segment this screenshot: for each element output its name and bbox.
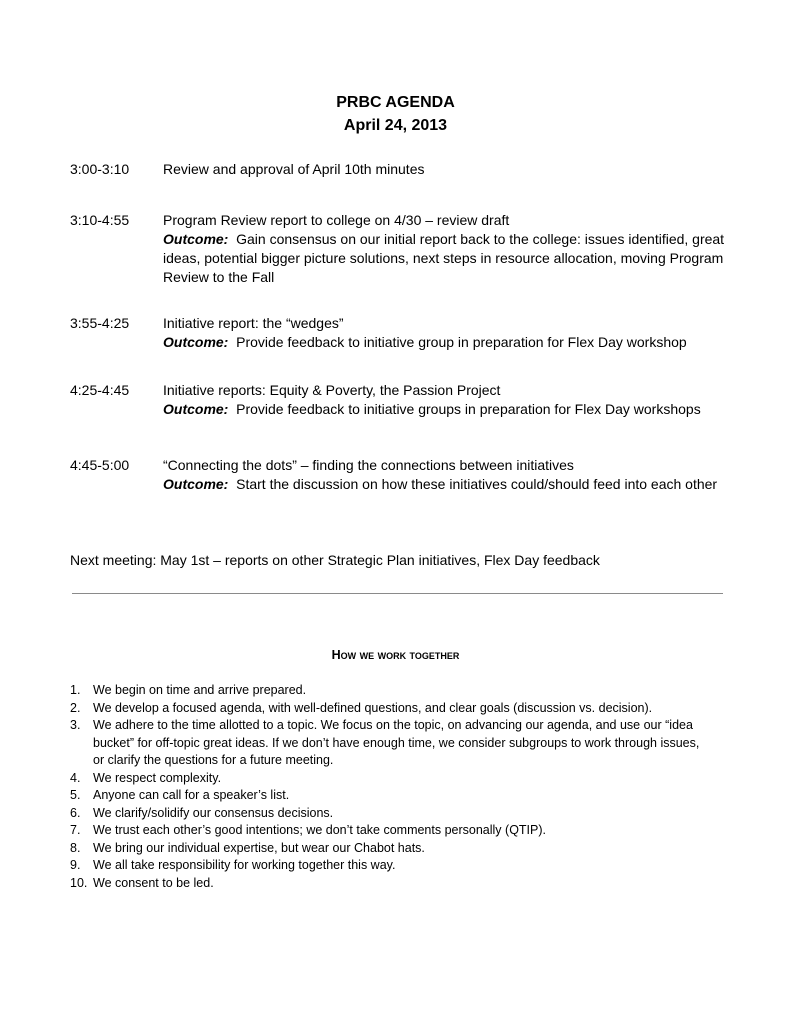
agenda-outcome	[163, 333, 733, 352]
list-item	[70, 682, 710, 700]
list-text: Anyone can call for a speaker’s list.	[93, 788, 290, 802]
agenda-outcome	[163, 230, 733, 287]
list-text: We respect complexity.	[93, 770, 222, 785]
outcome-label: Outcome:	[163, 476, 229, 492]
list-number: 4.	[70, 770, 81, 785]
agenda-time: 3:55-4:25	[70, 315, 130, 331]
agenda-outcome	[163, 400, 733, 419]
list-number: 7.	[70, 823, 81, 837]
agenda-time: 3:00-3:10	[70, 161, 130, 177]
list-number: 2.	[70, 700, 81, 715]
list-number: 5.	[70, 788, 81, 802]
agenda-topic: Initiative reports: Equity & Poverty, the Passion Project	[163, 382, 501, 398]
outcome-text: Gain consensus on our initial report back to the college: issues identified, great ideas, potential bigger picture solutions, next steps in resource allocation, moving Program Review to the Fall	[163, 231, 725, 285]
agenda-time: 4:45-5:00	[70, 457, 130, 473]
list-item	[70, 770, 710, 788]
agenda-topic: Review and approval of April 10th minutes	[163, 161, 425, 177]
outcome-text: Provide feedback to initiative group in preparation for Flex Day workshop	[236, 334, 687, 350]
list-item	[70, 857, 710, 875]
list-item	[70, 822, 710, 840]
document-date: April 24, 2013	[343, 117, 448, 134]
agenda-outcome	[163, 475, 733, 494]
outcome-text: Start the discussion on how these initiatives could/should feed into each other	[236, 476, 718, 492]
agenda-time: 4:25-4:45	[70, 382, 130, 398]
agenda-topic: Initiative report: the “wedges”	[163, 315, 344, 331]
list-number: 8.	[70, 840, 81, 855]
list-text: We develop a focused agenda, with well-defined questions, and clear goals (discussion vs. decision).	[93, 700, 653, 715]
document-title: PRBC AGENDA	[336, 94, 455, 111]
list-text: We adhere to the time allotted to a topic. We focus on the topic, on advancing our agenda, and use our “idea bucket” for off-topic great ideas. If we don’t have enough time, we consider subgroups to work through issues, or clarify the questions for a future meeting.	[93, 718, 700, 767]
list-number: 9.	[70, 858, 81, 872]
outcome-label: Outcome:	[163, 334, 229, 350]
list-number: 6.	[70, 805, 81, 820]
next-meeting: Next meeting: May 1st – reports on other Strategic Plan initiatives, Flex Day feedback	[70, 552, 600, 568]
list-text: We trust each other’s good intentions; we don’t take comments personally (QTIP).	[93, 823, 546, 837]
outcome-text: Provide feedback to initiative groups in preparation for Flex Day workshops	[236, 401, 701, 417]
outcome-label: Outcome:	[163, 231, 229, 247]
list-number: 1.	[70, 683, 81, 697]
list-text: We consent to be led.	[93, 875, 214, 890]
list-number: 10.	[70, 875, 88, 890]
list-item	[70, 805, 710, 823]
list-number: 3.	[70, 718, 81, 732]
outcome-label: Outcome:	[163, 401, 229, 417]
list-text: We bring our individual expertise, but wear our Chabot hats.	[93, 840, 425, 855]
section-heading: How we work together	[331, 648, 460, 662]
agenda-topic: Program Review report to college on 4/30 – review draft	[163, 212, 510, 228]
list-item	[70, 875, 710, 893]
agenda-topic: “Connecting the dots” – finding the connections between initiatives	[163, 457, 574, 473]
list-text: We clarify/solidify our consensus decisions.	[93, 805, 334, 820]
list-text: We begin on time and arrive prepared.	[93, 683, 307, 697]
agenda-time: 3:10-4:55	[70, 212, 130, 228]
section-divider	[72, 593, 723, 594]
list-item	[70, 840, 710, 858]
list-text: We all take responsibility for working together this way.	[93, 858, 396, 872]
ground-rules-list	[70, 682, 710, 892]
list-item	[70, 700, 710, 718]
list-item	[70, 717, 710, 770]
list-item	[70, 787, 710, 805]
